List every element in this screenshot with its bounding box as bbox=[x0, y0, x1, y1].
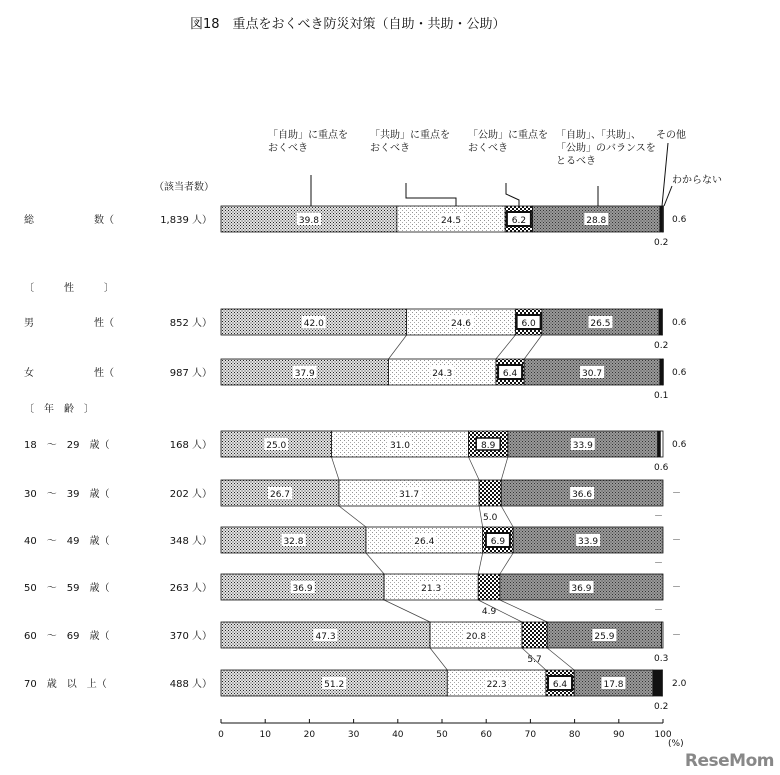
legend-wakaranai: わからない bbox=[672, 175, 722, 186]
bars bbox=[24, 206, 687, 712]
data-label: 20.8 bbox=[466, 632, 487, 642]
data-label-unknown: 0.2 bbox=[654, 702, 669, 712]
group-header-age: 〔 年 齢 〕 bbox=[24, 404, 94, 415]
data-label: 24.3 bbox=[432, 369, 453, 379]
data-label: 36.6 bbox=[572, 490, 593, 500]
connector-line bbox=[501, 457, 508, 480]
legend-kyojo: 「共助」に重点をおくべき bbox=[370, 130, 450, 154]
data-label-other: － bbox=[672, 631, 682, 641]
data-label: 22.3 bbox=[486, 680, 507, 690]
data-label: 24.6 bbox=[450, 319, 472, 329]
data-label-unknown: 0.2 bbox=[654, 341, 669, 351]
legend-kojo: 「公助」に重点をおくべき bbox=[468, 130, 548, 154]
connector-line bbox=[500, 600, 547, 622]
row-count: 348 人） bbox=[169, 536, 212, 547]
data-label: 25.0 bbox=[266, 441, 287, 451]
data-label: 33.9 bbox=[578, 537, 599, 547]
legend-jijo: 「自助」に重点をおくべき bbox=[268, 130, 348, 154]
data-label-other: － bbox=[672, 489, 682, 499]
data-label-unknown: － bbox=[654, 559, 664, 569]
data-label: 4.9 bbox=[481, 607, 497, 617]
data-label: 51.2 bbox=[324, 680, 345, 690]
connector-line bbox=[547, 648, 574, 670]
legend bbox=[268, 128, 722, 206]
row-count: 987 人） bbox=[169, 368, 212, 379]
data-label: 5.0 bbox=[483, 513, 498, 523]
data-label-other: － bbox=[672, 583, 682, 593]
x-tick-label: 0 bbox=[218, 730, 224, 740]
data-label: 17.8 bbox=[603, 680, 624, 690]
legend-balance: 「自助」、「共助」、「公助」のバランスをとるべき bbox=[556, 130, 656, 167]
bar-segment bbox=[478, 574, 500, 600]
legend-kyojo-leader bbox=[406, 183, 456, 206]
data-label: 28.8 bbox=[586, 216, 607, 226]
data-label: 6.4 bbox=[502, 369, 518, 379]
data-label: 25.9 bbox=[594, 632, 615, 642]
bar-segment bbox=[662, 622, 663, 648]
respondents-header: （該当者数） bbox=[154, 182, 214, 193]
bar-segment bbox=[522, 622, 547, 648]
data-label: 6.9 bbox=[490, 537, 506, 547]
row-count: 852 人） bbox=[169, 318, 212, 329]
legend-wakaranai-leader bbox=[664, 186, 672, 206]
data-label: 47.3 bbox=[315, 632, 336, 642]
connector-line bbox=[478, 553, 482, 574]
x-tick-label: 80 bbox=[568, 730, 581, 740]
data-label: 21.3 bbox=[421, 584, 442, 594]
legend-sonota: その他 bbox=[656, 130, 686, 141]
data-label-other: 2.0 bbox=[672, 679, 687, 689]
legend-kojo-leader bbox=[506, 183, 519, 206]
data-label: 6.4 bbox=[552, 680, 568, 690]
connector-line bbox=[389, 335, 407, 359]
x-tick-label: 90 bbox=[613, 730, 625, 740]
data-label-other: 0.6 bbox=[672, 215, 687, 225]
data-label-unknown: 0.1 bbox=[654, 391, 669, 401]
x-tick-label: 50 bbox=[436, 730, 448, 740]
bar-segment bbox=[660, 431, 663, 457]
data-label: 26.4 bbox=[414, 537, 435, 547]
bar-segment bbox=[663, 206, 664, 232]
data-label: 6.2 bbox=[511, 216, 527, 226]
bar-segment bbox=[479, 480, 501, 506]
x-tick-label: 10 bbox=[259, 730, 271, 740]
x-tick-label: 20 bbox=[303, 730, 316, 740]
data-label: 30.7 bbox=[582, 369, 603, 379]
x-axis-unit: (%) bbox=[668, 739, 684, 749]
data-label: 33.9 bbox=[572, 441, 593, 451]
connector-line bbox=[339, 506, 366, 527]
connector-line bbox=[430, 648, 447, 670]
row-label: 50 ～ 59 歳（ bbox=[24, 583, 110, 594]
data-label: 8.9 bbox=[481, 441, 496, 451]
data-label-unknown: － bbox=[654, 512, 664, 522]
watermark-logo: ReseMom bbox=[684, 751, 774, 771]
bar-segment bbox=[662, 670, 663, 696]
x-tick-label: 100 bbox=[654, 730, 672, 740]
row-label: 女 性（ bbox=[24, 368, 114, 379]
row-label: 70 歳 以 上（ bbox=[24, 679, 107, 690]
row-count: 1,839 人） bbox=[160, 215, 212, 226]
row-count: 370 人） bbox=[169, 631, 212, 642]
connector-line bbox=[384, 600, 430, 622]
group-header-sex: 〔 性 〕 bbox=[24, 283, 114, 294]
data-label-unknown: 0.6 bbox=[654, 463, 669, 473]
connector-line bbox=[332, 457, 340, 480]
connector-line bbox=[501, 506, 513, 527]
legend-sonota-leader bbox=[662, 143, 668, 206]
x-tick-label: 70 bbox=[524, 730, 537, 740]
data-label: 32.8 bbox=[283, 537, 304, 547]
data-label-other: 0.6 bbox=[672, 440, 687, 450]
row-count: 202 人） bbox=[169, 489, 212, 500]
bar-segment bbox=[653, 670, 662, 696]
row-label: 30 ～ 39 歳（ bbox=[24, 489, 110, 500]
row-label: 総 数（ bbox=[24, 215, 114, 226]
bar-segment bbox=[663, 359, 664, 385]
row-count: 488 人） bbox=[169, 679, 212, 690]
data-label: 39.8 bbox=[298, 216, 319, 226]
data-label: 42.0 bbox=[303, 319, 324, 329]
data-label: 24.5 bbox=[441, 216, 462, 226]
connector-line bbox=[524, 335, 542, 359]
row-label: 40 ～ 49 歳（ bbox=[24, 536, 110, 547]
row-count: 168 人） bbox=[169, 440, 212, 451]
x-tick-label: 60 bbox=[480, 730, 492, 740]
bar-segment bbox=[662, 309, 663, 335]
connector-line bbox=[496, 335, 515, 359]
row-label: 18 ～ 29 歳（ bbox=[24, 440, 110, 451]
data-label: 31.7 bbox=[399, 490, 420, 500]
connector-line bbox=[500, 553, 513, 574]
data-label: 37.9 bbox=[294, 369, 315, 379]
data-label-unknown: － bbox=[654, 606, 664, 616]
x-tick-label: 40 bbox=[392, 730, 404, 740]
data-label-other: 0.6 bbox=[672, 368, 687, 378]
row-label: 60 ～ 69 歳（ bbox=[24, 631, 110, 642]
connector-line bbox=[469, 457, 480, 480]
data-label-other: － bbox=[672, 536, 682, 546]
data-label-other: 0.6 bbox=[672, 318, 687, 328]
data-label: 36.9 bbox=[571, 584, 592, 594]
data-label: 6.0 bbox=[521, 319, 536, 329]
data-label: 31.0 bbox=[389, 441, 411, 451]
data-label: 26.5 bbox=[590, 319, 611, 329]
data-label: 36.9 bbox=[292, 584, 313, 594]
data-label-unknown: 0.3 bbox=[654, 654, 669, 664]
connector-line bbox=[366, 553, 384, 574]
x-axis bbox=[218, 719, 672, 740]
x-tick-label: 30 bbox=[347, 730, 360, 740]
row-count: 263 人） bbox=[169, 583, 212, 594]
chart-title: 図18 重点をおくべき防災対策（自助・共助・公助） bbox=[190, 17, 506, 32]
data-label: 26.7 bbox=[269, 490, 291, 500]
data-label-unknown: 0.2 bbox=[654, 238, 669, 248]
row-label: 男 性（ bbox=[24, 318, 114, 329]
data-label: 5.7 bbox=[527, 655, 542, 665]
